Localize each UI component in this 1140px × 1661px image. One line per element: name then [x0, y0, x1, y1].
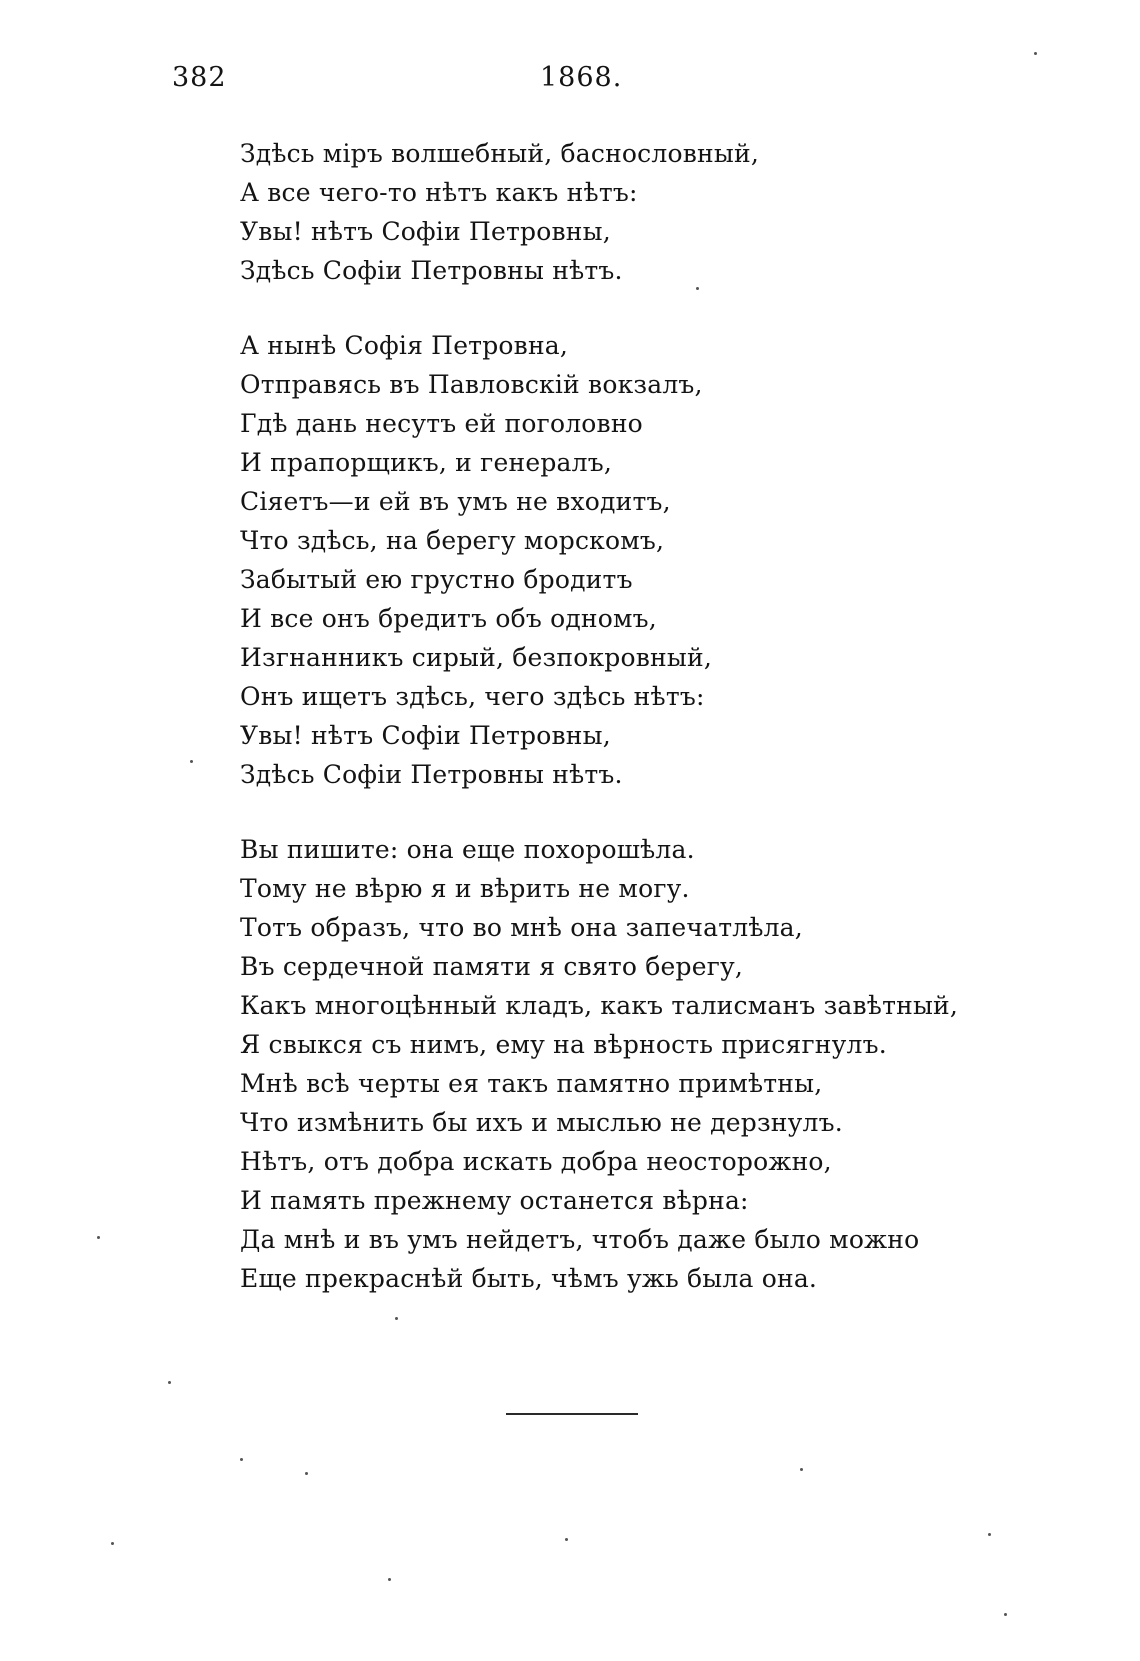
scan-speck: [168, 1381, 171, 1384]
scan-speck: [988, 1533, 991, 1536]
page-number: 382: [172, 62, 227, 93]
scan-speck: [1034, 52, 1037, 55]
scan-speck: [305, 1472, 308, 1475]
scan-speck: [97, 1236, 100, 1239]
running-header-year: 1868.: [540, 62, 623, 93]
verse-line: Изгнанникъ сирый, безпокровный,: [240, 643, 713, 672]
verse-line: Да мнѣ и въ умъ нейдетъ, чтобъ даже было можно: [240, 1225, 920, 1254]
verse-line: Сіяетъ—и ей въ умъ не входитъ,: [240, 487, 671, 516]
poem-text: [240, 134, 1000, 1298]
verse-line: Забытый ею грустно бродитъ: [240, 565, 633, 594]
scan-speck: [240, 1458, 243, 1461]
verse-line: Я свыкся съ нимъ, ему на вѣрность присягнулъ.: [240, 1030, 887, 1059]
stanza-2: [240, 326, 1000, 794]
verse-line: Увы! нѣтъ Софіи Петровны,: [240, 217, 611, 246]
verse-line: Мнѣ всѣ черты ея такъ памятно примѣтны,: [240, 1069, 823, 1098]
verse-line: Нѣтъ, отъ добра искать добра неосторожно,: [240, 1147, 832, 1176]
verse-line: И все онъ бредитъ объ одномъ,: [240, 604, 657, 633]
verse-line: И прапорщикъ, и генералъ,: [240, 448, 612, 477]
scan-speck: [565, 1538, 568, 1541]
scan-speck: [190, 760, 193, 763]
verse-line: Здѣсь Софіи Петровны нѣтъ.: [240, 256, 623, 285]
verse-line: Тому не вѣрю я и вѣрить не могу.: [240, 874, 690, 903]
end-rule: [506, 1413, 638, 1415]
verse-line: А нынѣ Софія Петровна,: [240, 331, 569, 360]
verse-line: Что измѣнить бы ихъ и мыслью не дерзнулъ.: [240, 1108, 843, 1137]
scan-speck: [111, 1542, 114, 1545]
scan-speck: [696, 287, 699, 290]
verse-line: А все чего-то нѣтъ какъ нѣтъ:: [240, 178, 638, 207]
running-header: [0, 62, 1140, 102]
verse-line: Онъ ищетъ здѣсь, чего здѣсь нѣтъ:: [240, 682, 705, 711]
verse-line: Здѣсь Софіи Петровны нѣтъ.: [240, 760, 623, 789]
verse-line: Здѣсь міръ волшебный, баснословный,: [240, 139, 759, 168]
stanza-3: [240, 830, 1000, 1298]
stanza-1: [240, 134, 1000, 290]
verse-line: Увы! нѣтъ Софіи Петровны,: [240, 721, 611, 750]
verse-line: Еще прекраснѣй быть, чѣмъ ужь была она.: [240, 1264, 818, 1293]
verse-line: И память прежнему останется вѣрна:: [240, 1186, 749, 1215]
verse-line: Тотъ образъ, что во мнѣ она запечатлѣла,: [240, 913, 803, 942]
verse-line: Отправясь въ Павловскій вокзалъ,: [240, 370, 703, 399]
verse-line: Въ сердечной памяти я свято берегу,: [240, 952, 744, 981]
scan-speck: [395, 1317, 398, 1320]
scan-speck: [388, 1578, 391, 1581]
verse-line: Что здѣсь, на берегу морскомъ,: [240, 526, 665, 555]
verse-line: Какъ многоцѣнный кладъ, какъ талисманъ завѣтный,: [240, 991, 959, 1020]
verse-line: Гдѣ дань несутъ ей поголовно: [240, 409, 643, 438]
verse-line: Вы пишите: она еще похорошѣла.: [240, 835, 695, 864]
scan-speck: [1004, 1613, 1007, 1616]
scan-speck: [800, 1468, 803, 1471]
